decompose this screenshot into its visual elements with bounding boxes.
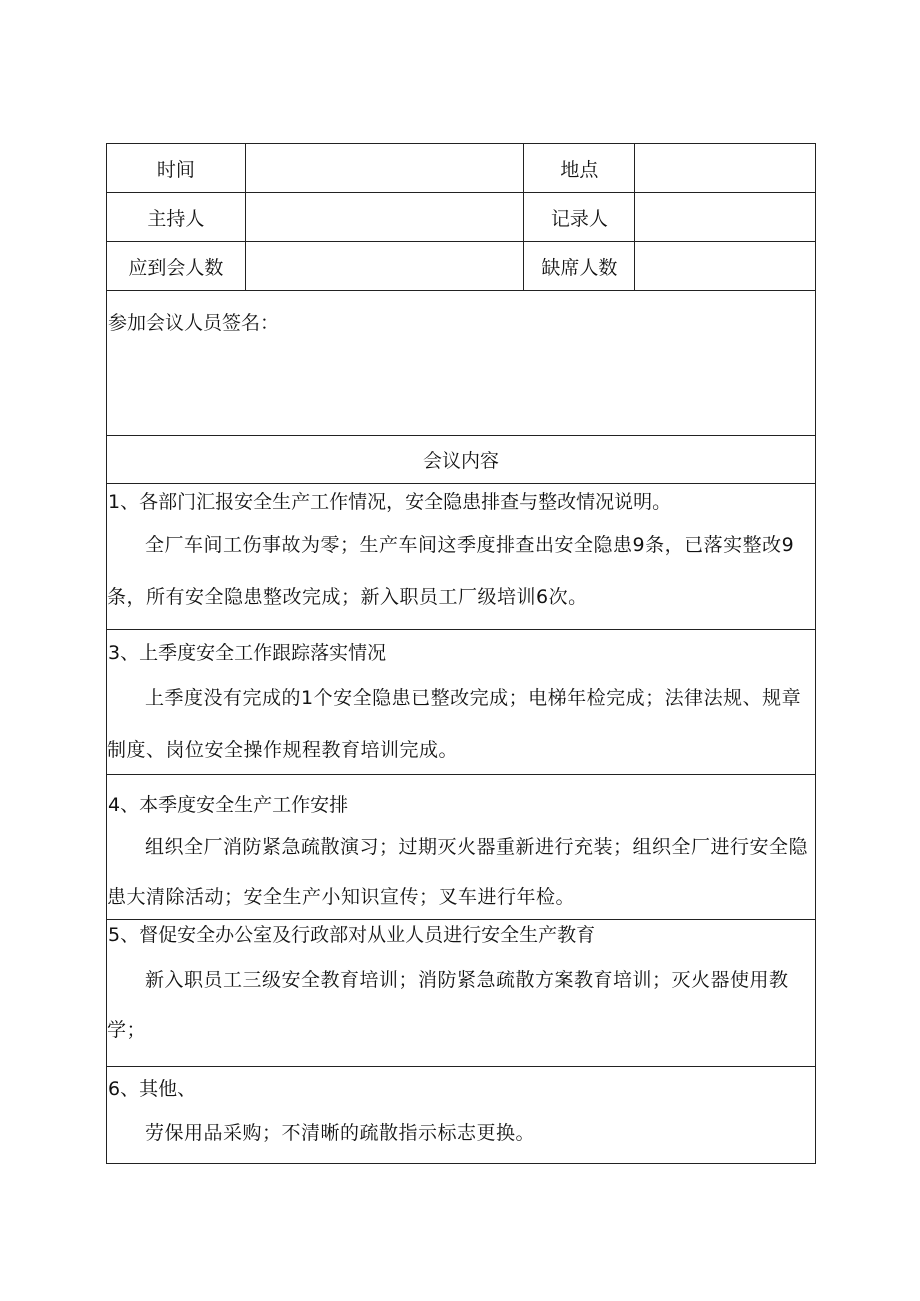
section-heading: 4、本季度安全生产工作安排: [108, 794, 349, 816]
section-body: 上季度没有完成的1个安全隐患已整改完成；电梯年检完成；法律法规、规章制度、岗位安全操作规程教育培训完成。: [107, 687, 802, 761]
signature-label: 参加会议人员签名：: [108, 312, 280, 334]
expected-attendees-value[interactable]: [246, 242, 525, 290]
recorder-label: 记录人: [524, 193, 635, 241]
location-label: 地点: [524, 144, 635, 192]
section-heading: 1、各部门汇报安全生产工作情况，安全隐患排查与整改情况说明。: [108, 491, 672, 513]
info-row-attendance: [107, 242, 816, 291]
section-safety-education: [107, 920, 816, 1067]
section-heading: 3、上季度安全工作跟踪落实情况: [108, 642, 387, 664]
time-value[interactable]: [246, 144, 525, 192]
info-row-host: [107, 193, 816, 242]
meeting-record-form: [106, 143, 816, 1164]
section-heading: 6、其他、: [108, 1078, 197, 1100]
info-row-time: [107, 144, 816, 193]
section-other: [107, 1067, 816, 1164]
absent-count-label: 缺席人数: [524, 242, 635, 290]
recorder-value[interactable]: [635, 193, 816, 241]
section-body: 全厂车间工伤事故为零；生产车间这季度排查出安全隐患9条，已落实整改9条，所有安全隐患整改完成；新入职员工厂级培训6次。: [107, 534, 795, 608]
section-body: 组织全厂消防紧急疏散演习；过期灭火器重新进行充装；组织全厂进行安全隐患大清除活动；安全生产小知识宣传；叉车进行年检。: [107, 836, 809, 908]
absent-count-value[interactable]: [635, 242, 816, 290]
host-value[interactable]: [246, 193, 525, 241]
section-last-quarter-followup: [107, 630, 816, 775]
time-label: 时间: [107, 144, 246, 192]
section-body: 劳保用品采购；不清晰的疏散指示标志更换。: [145, 1122, 536, 1144]
content-title: 会议内容: [107, 436, 816, 484]
section-heading: 5、督促安全办公室及行政部对从业人员进行安全生产教育: [108, 924, 596, 946]
signature-area[interactable]: [107, 291, 816, 436]
location-value[interactable]: [635, 144, 816, 192]
section-department-report: [107, 484, 816, 630]
section-body: 新入职员工三级安全教育培训；消防紧急疏散方案教育培训；灭火器使用教学；: [107, 969, 789, 1041]
expected-attendees-label: 应到会人数: [107, 242, 246, 290]
host-label: 主持人: [107, 193, 246, 241]
section-this-quarter-plan: [107, 775, 816, 920]
